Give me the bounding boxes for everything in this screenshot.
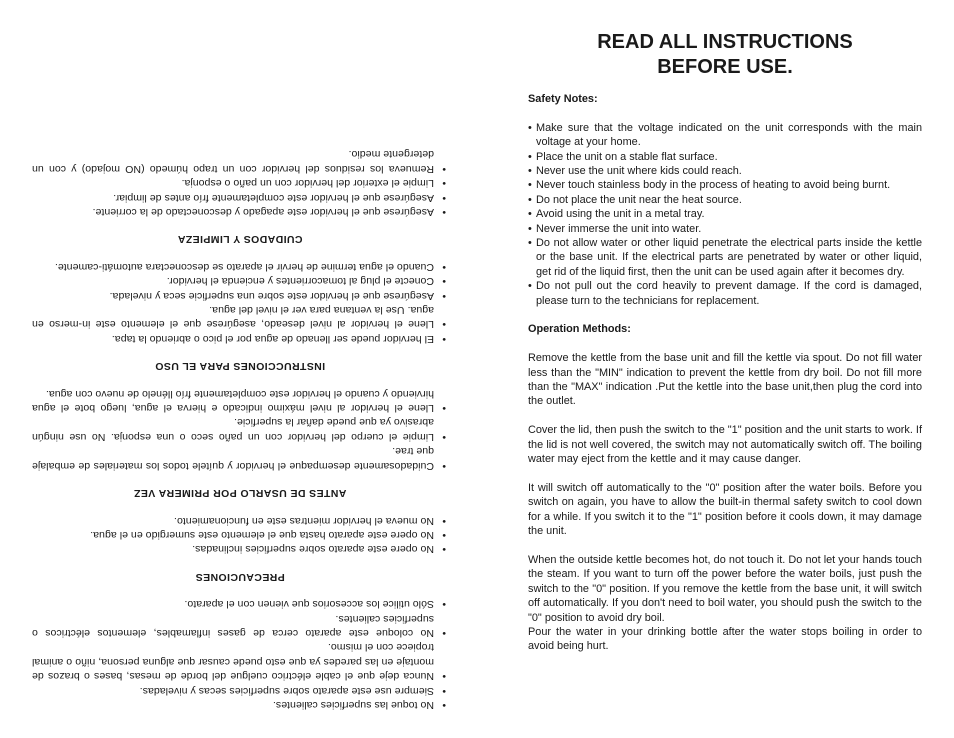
list-item: • Cuando el agua termine de hervir el aparato se desconectara automáti-camente. [32,259,448,273]
page-title [528,30,922,80]
list-item: • No opere este aparato hasta que el elemento este sumergido en el agua. [32,528,448,542]
operation-methods-heading: Operation Methods: [528,323,631,336]
closing-paragraph: Pour the water in your drinking bottle after the water stops boiling in order to avoid being hurt. [528,625,922,653]
list-item: • Never use the unit where kids could reach. [528,164,922,178]
operation-paragraph: It will switch off automatically to the "0" position after the water boils. Before you switch on again, you have to allow the built-in thermal safety switch to cool down for a while. If you switch it to the "1" position before it cools down, it may damage the unit. [528,481,922,538]
list-item: • Asegúrese que el hervidor este sobre una superficie seca y nivelada. [32,288,448,302]
list-item: • Make sure that the voltage indicated on the unit corresponds with the main voltage at your home. [528,121,922,150]
spanish-section-cuidados [32,147,448,246]
list-item: • Never immerse the unit into water. [528,222,922,236]
list-item: • El hervidor puede ser llenado de agua por el pico o abriendo la tapa. [32,331,448,345]
list-item: • No mueva el hervidor mientras este en funcionamiento. [32,513,448,527]
list-item: • Limpie el exterior del hervidor con un paño o esponja. [32,176,448,190]
list-item: • Do not place the unit near the heat source. [528,193,922,207]
list-item: • No coloque este aparato cerca de gases inflamables, elementos eléctricos o superficies calientes. [32,611,448,640]
list-item: • Place the unit on a stable flat surface. [528,150,922,164]
spanish-instrucciones-list [32,259,448,345]
title-line-1: READ ALL INSTRUCTIONS [597,31,853,53]
list-item: • Sólo utilice los accesorios que vienen con el aparato. [32,597,448,611]
spanish-antes-list [32,386,448,472]
spacer [528,337,922,351]
spacer [528,308,922,322]
spanish-section-general [32,597,448,712]
list-item: • No toque las superficies calientes. [32,698,448,712]
spanish-section-antes [32,386,448,500]
section-heading: PRECAUCIONES [195,570,285,583]
list-item: • Conecte el plug al tomacorrientes y encienda el hervidor. [32,274,448,288]
list-item: • Nunca deje que el cable eléctrico cuelgue del borde de mesas, bases o brazos de montaje en las paredes ya que esto puede causar que alguna persona, niño o animal tropiece con el mismo. [32,640,448,683]
list-item: • Asegúrese que el hervidor este apagado y desconectado de la corriente. [32,205,448,219]
safety-notes-heading: Safety Notes: [528,93,598,105]
list-item: • Avoid using the unit in a metal tray. [528,207,922,221]
spanish-cuidados-list [32,147,448,219]
list-item: • Remueva los residuos del hervidor con un trapo húmedo (NO mojado) y con un detergente medio. [32,147,448,176]
spanish-section-instrucciones [32,259,448,373]
spacer [528,467,922,481]
list-item: • Do not allow water or other liquid penetrate the electrical parts inside the kettle or the base unit. If the electrical parts are penetrated by water or other liquid, get rid of the liquid first, then the unit can be used again after it becomes dry. [528,236,922,279]
list-item: • Never touch stainless body in the process of heating to avoid being burnt. [528,178,922,192]
list-item: • No opere este aparato sobre superficies inclinadas. [32,542,448,556]
list-item: • Llene el hervidor al nivel deseado, asegúrese que el elemento este in-merso en agua. Use la ventana para ver el nivel del agua. [32,303,448,332]
operation-paragraph: Remove the kettle from the base unit and fill the kettle via spout. Do not fill water less than the "MIN" indication to prevent the kettle from dry boil. Do not fill more than the "MAX" indication .Put the kettle into the base unit,then plug the cord into the outlet. [528,352,922,408]
list-item: • Do not pull out the cord heavily to prevent damage. If the cord is damaged, please turn to the technicians for replacement. [528,279,922,308]
spanish-section-precauciones [32,513,448,584]
spacer [528,409,922,423]
section-heading: CUIDADOS Y LIMPIEZA [177,233,303,246]
operation-paragraph: Cover the lid, then push the switch to the "1" position and the unit starts to work. If the lid is not well covered, the switch may not automatically switch off. The boiling water may eject from the kettle and it may cause danger. [528,424,922,466]
operation-paragraph: When the outside kettle becomes hot, do not touch it. Do not let your hands touch the steam. If you want to turn off the power before the water boils, just push the switch to the "0" position. If you remove the kettle from the base unit, it will switch off automatically. If you don't need to boil water, you should push the switch to the "0" position to avoid dry boil. [528,553,922,624]
spanish-general-list [32,597,448,712]
spanish-precauciones-list [32,513,448,556]
section-heading: INSTRUCCIONES PARA EL USO [154,360,326,373]
list-item: • Cuidadosamente desempaque el hervidor y quítele todos los materiales de embalaje que trae. [32,444,448,473]
spacer [528,106,922,120]
list-item: • Siempre use este aparato sobre superficies secas y niveladas. [32,683,448,697]
english-instructions-page [528,30,922,654]
spanish-instructions-page [32,88,448,712]
title-line-2: BEFORE USE. [657,56,793,78]
list-item: • Asegúrese que el hervidor este completamente frío antes de limpiar. [32,190,448,204]
section-heading: ANTES DE USARLO POR PRIMERA VEZ [133,487,347,500]
list-item: • Llene el hervidor al nivel máximo indicado e hierva el agua, luego bote el agua hirviendo y cuando el hervidor este completamente frío llénelo de nuevo con agua. [32,386,448,415]
safety-notes-list [528,121,922,308]
list-item: • Limpie el cuerpo del hervidor con un paño seco o una esponja. No use ningún abrasivo ya que puede dañar la superficie. [32,415,448,444]
spacer [528,539,922,553]
